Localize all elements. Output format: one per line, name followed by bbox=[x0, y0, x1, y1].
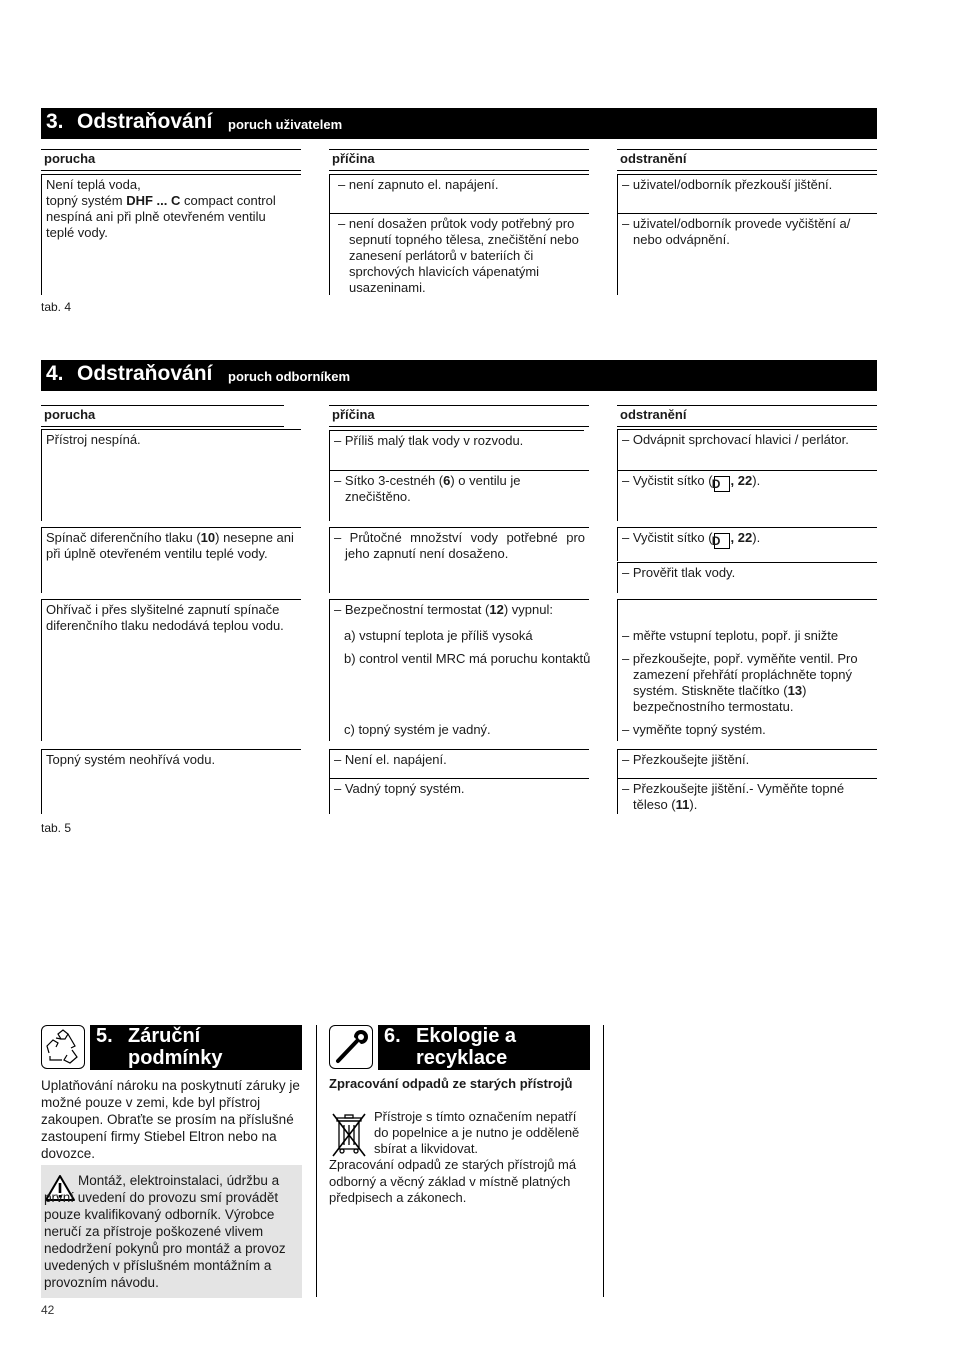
crossed-bin-icon bbox=[331, 1110, 367, 1161]
cause-text: – není zapnuto el. napájení. bbox=[338, 177, 499, 192]
ref-d-icon: D bbox=[714, 533, 730, 549]
fault-text: Topný systém neohřívá vodu. bbox=[46, 752, 216, 767]
disposal-text-2: Zpracování odpadů ze starých přístrojů má odborný a věcný základ v místně platných předpisech a zákonech. bbox=[329, 1157, 577, 1205]
cause-cell bbox=[329, 213, 589, 295]
cause-text: – Příliš malý tlak vody v rozvodu. bbox=[334, 433, 524, 448]
wrench-icon bbox=[329, 1025, 373, 1069]
cause-cell bbox=[329, 470, 589, 521]
remedy-cell bbox=[617, 749, 877, 778]
remedy-text: – uživatel/odborník provede vyčištění a/ nebo odvápnění. bbox=[622, 216, 851, 247]
section-number: 5. bbox=[96, 1025, 113, 1047]
cause-cell bbox=[329, 174, 589, 213]
remedy-cell bbox=[617, 174, 877, 213]
warranty-text: Uplatňování nároku na poskytnutí záruky je možné pouze v zemi, kde byl přístroj zakoupen. Obraťte se prosím na příslušné zastoupení firmy Stiebel Eltron nebo na dovozce. bbox=[41, 1078, 300, 1161]
cause-cell bbox=[329, 778, 589, 814]
remedy-text: – Vyčistit sítko (D , 22). bbox=[622, 530, 761, 548]
section-title: Záruční podmínky bbox=[128, 1025, 223, 1069]
cause-cell bbox=[329, 749, 589, 778]
subheading: Zpracování odpadů ze starých přístrojů bbox=[329, 1076, 573, 1091]
fault-text: Spínač diferenčního tlaku (10) nesepne ani při úplně otevřeném ventilu teplé vody. bbox=[46, 530, 294, 561]
remedy-c: – vyměňte topný systém. bbox=[622, 722, 766, 737]
remedy-cell bbox=[617, 778, 877, 814]
cause-text: – Průtočné množství vody potřebné pro jeho zapnutí není dosaženo. bbox=[334, 530, 585, 561]
remedy-cell bbox=[617, 599, 877, 741]
fault-cell bbox=[41, 527, 301, 593]
section-3-heading bbox=[41, 108, 877, 139]
cause-sub-b: b) control ventil MRC má poruchu kontaktů bbox=[344, 651, 591, 666]
fault-text: Ohřívač i přes slyšitelné zapnutí spínače diferenčního tlaku nedodává teplou vodu. bbox=[46, 602, 284, 633]
fault-cell bbox=[41, 174, 301, 295]
table-caption: tab. 4 bbox=[41, 300, 72, 314]
fault-line-2: topný systém DHF ... C compact control nespíná ani při plně otevřeném ventilu teplé vody. bbox=[46, 193, 276, 240]
header-cause: příčina bbox=[329, 405, 589, 427]
remedy-text: – Odvápnit sprchovací hlavici / perlátor. bbox=[622, 432, 849, 447]
cause-cell bbox=[329, 430, 584, 471]
header-remedy: odstranění bbox=[617, 405, 877, 427]
fault-cell bbox=[41, 429, 301, 521]
section-subtitle: poruch odborníkem bbox=[228, 369, 351, 384]
warning-box bbox=[41, 1165, 302, 1298]
section-number: 6. bbox=[384, 1025, 401, 1047]
section-5-heading bbox=[90, 1025, 302, 1070]
ref-d-icon: D bbox=[714, 476, 730, 492]
header-cause: příčina bbox=[329, 149, 589, 171]
section-title: Odstraňování bbox=[77, 362, 213, 385]
column-divider bbox=[603, 1025, 604, 1297]
remedy-text: – uživatel/odborník přezkouší jištění. bbox=[622, 177, 833, 192]
header-fault: porucha bbox=[41, 405, 284, 427]
remedy-a: – měřte vstupní teplotu, popř. ji snižte bbox=[622, 628, 839, 643]
cause-text: – není dosažen průtok vody potřebný pro sepnutí topného tělesa, znečištění nebo zanesení perlátorů v bateriích či sprchových hlavicích vápenatými usazeninami. bbox=[338, 216, 579, 295]
cause-cell bbox=[329, 527, 589, 593]
section-6-heading bbox=[378, 1025, 590, 1070]
section-title: Odstraňování bbox=[77, 110, 213, 133]
remedy-b: – přezkoušejte, popř. vyměňte ventil. Pro zamezení přehřátí propláchněte topný systém. Stiskněte tlačítko (13) bezpečnostního termostatu. bbox=[622, 651, 858, 714]
table-caption: tab. 5 bbox=[41, 821, 72, 835]
remedy-cell bbox=[617, 470, 877, 521]
cause-sub-a: a) vstupní teplota je příliš vysoká bbox=[344, 628, 533, 643]
fault-cell bbox=[41, 599, 301, 741]
section-number: 4. bbox=[46, 362, 64, 385]
remedy-text: – Prověřit tlak vody. bbox=[622, 565, 736, 580]
column-divider bbox=[316, 1025, 317, 1297]
cause-text: – Vadný topný systém. bbox=[334, 781, 465, 796]
cause-text: – Bezpečnostní termostat (12) vypnul: bbox=[334, 602, 553, 617]
remedy-cell bbox=[617, 429, 877, 470]
disposal-text: Přístroje s tímto označením nepatří do popelnice a je nutno je odděleně sbírat a likvidovat. bbox=[374, 1109, 580, 1156]
section-4-heading bbox=[41, 360, 877, 391]
section-title: Ekologie a recyklace bbox=[416, 1025, 517, 1069]
remedy-text: – Přezkoušejte jištění. bbox=[622, 752, 750, 767]
fault-cell bbox=[41, 749, 301, 814]
page-number: 42 bbox=[41, 1303, 55, 1317]
cause-cell bbox=[329, 599, 589, 741]
remedy-text: – Přezkoušejte jištění.- Vyměňte topné těleso (11). bbox=[622, 781, 845, 812]
section-number: 3. bbox=[46, 110, 64, 133]
warning-text: Montáž, elektroinstalaci, údržbu a první uvedení do provozu smí provádět pouze kvalifikovaný odborník. Výrobce neručí za přístroje poškozené vlivem nedodržení pokynů pro montáž a provoz uvedených v příslušném montážním a provozním návodu. bbox=[44, 1173, 286, 1290]
fault-text: Přístroj nespíná. bbox=[46, 432, 141, 447]
remedy-text: – Vyčistit sítko (D , 22). bbox=[622, 473, 761, 491]
remedy-cell bbox=[617, 527, 877, 561]
remedy-cell bbox=[617, 562, 877, 593]
recycle-icon bbox=[41, 1025, 85, 1069]
cause-sub-c: c) topný systém je vadný. bbox=[344, 722, 491, 737]
cause-text: – Není el. napájení. bbox=[334, 752, 447, 767]
header-fault: porucha bbox=[41, 149, 301, 171]
section-subtitle: poruch uživatelem bbox=[228, 117, 343, 132]
remedy-cell bbox=[617, 213, 877, 295]
header-remedy: odstranění bbox=[617, 149, 877, 171]
cause-text: – Sítko 3-cestnéh (6) o ventilu je znečištěno. bbox=[334, 473, 521, 504]
fault-line-1: Není teplá voda, bbox=[46, 177, 141, 192]
